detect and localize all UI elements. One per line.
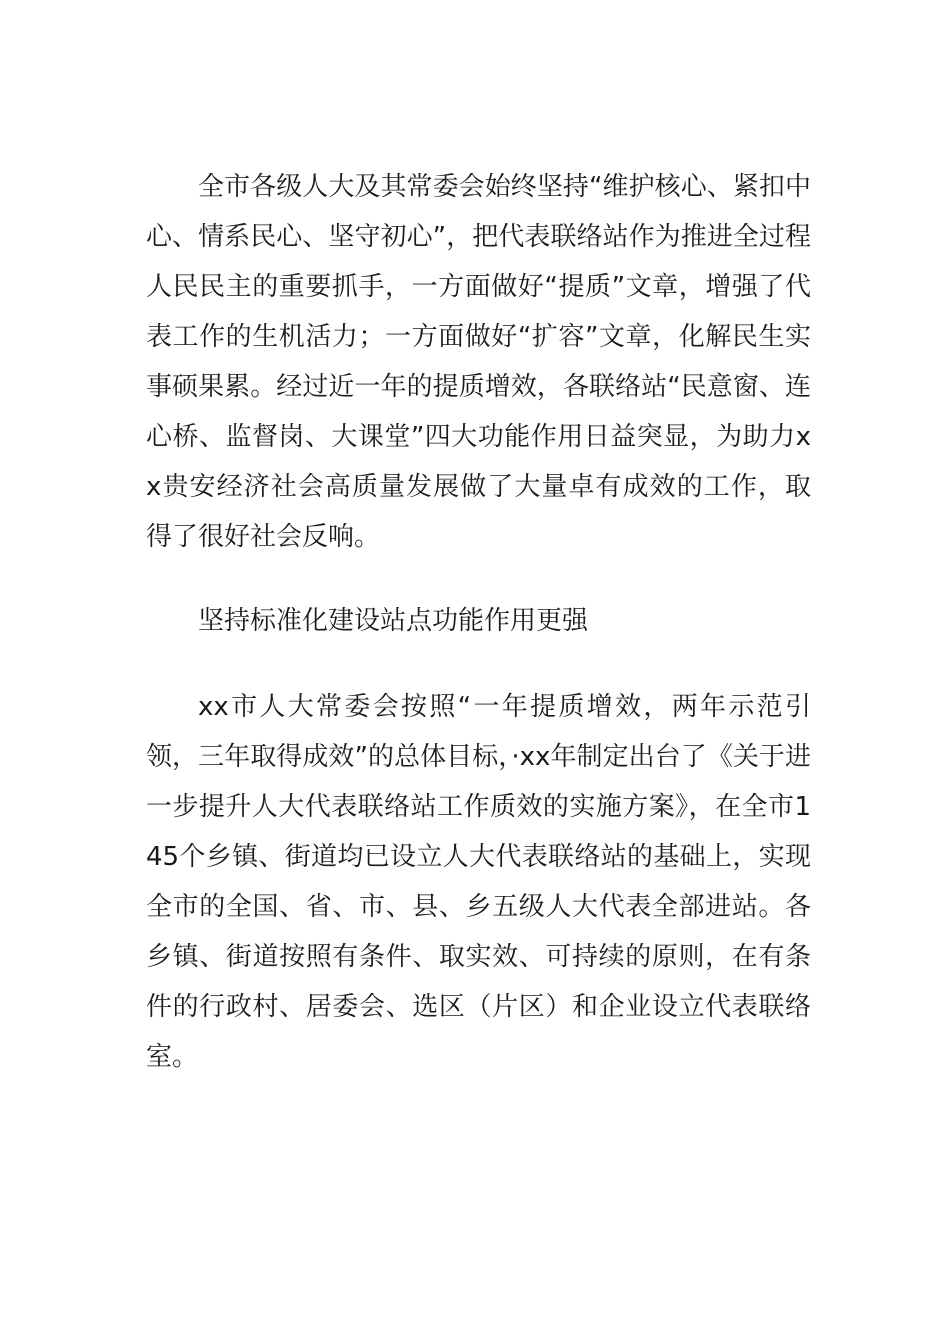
section-heading: 坚持标准化建设站点功能作用更强 bbox=[198, 606, 589, 636]
paragraph-intro: 全市各级人大及其常委会始终坚持“维护核心、紧扣中心、情系民心、坚守初心”，把代表联络站作为推进全过程人民民主的重要抓手，一方面做好“提质”文章，增强了代表工作的生机活力；一方面做好“扩容”文章，化解民生实事硕果累。经过近一年的提质增效，各联络站“民意窗、连心桥、监督岗、大课堂”四大功能作用日益突显，为助力xx贵安经济社会高质量发展做了大量卓有成效的工作，取得了很好社会反响。 bbox=[146, 172, 811, 552]
paragraph-body: xx市人大常委会按照“一年提质增效，两年示范引领，三年取得成效”的总体目标，·xx年制定出台了《关于进一步提升人大代表联络站工作质效的实施方案》，在全市145个乡镇、街道均已设立人大代表联络站的基础上，实现全市的全国、省、市、县、乡五级人大代表全部进站。各乡镇、街道按照有条件、取实效、可持续的原则，在有条件的行政村、居委会、选区（片区）和企业设立代表联络室。 bbox=[146, 692, 811, 1072]
